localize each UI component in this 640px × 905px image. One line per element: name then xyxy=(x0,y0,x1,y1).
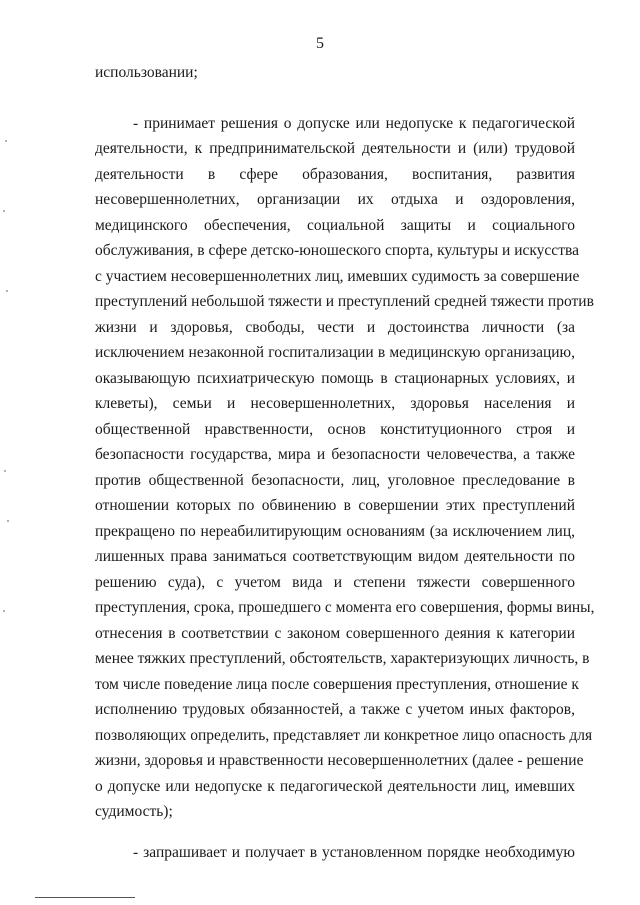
text-line: клеветы), семьи и несовершеннолетних, здоровья населения и xyxy=(95,395,575,412)
text-line: - запрашивает и получает в установленном порядке необходимую xyxy=(133,843,575,861)
text-line: отношении которых по обвинению в совершении этих преступлений xyxy=(95,497,575,514)
text-line: обслуживания, в сфере детско-юношеского спорта, культуры и искусства xyxy=(95,242,579,259)
text-line: деятельности в сфере образования, воспитания, развития xyxy=(95,165,575,183)
text-line: лишенных права заниматься соответствующим видом деятельности по xyxy=(95,548,575,565)
footer-rule xyxy=(35,897,135,898)
text-line: безопасности государства, мира и безопасности человечества, а также xyxy=(95,446,575,463)
text-line: деятельности, к предпринимательской деятельности и (или) трудовой xyxy=(95,140,575,157)
text-line: прекращено по нереабилитирующим основаниям (за исключением лиц, xyxy=(95,522,575,540)
text-line: общественной нравственности, основ конституционного строя и xyxy=(95,420,575,438)
text-line: против общественной безопасности, лиц, уголовное преследование в xyxy=(95,471,575,489)
text-line: жизни и здоровья, свободы, чести и достоинства личности (за xyxy=(95,318,575,336)
text-line: - принимает решения о допуске или недопуске к педагогической xyxy=(133,114,575,132)
text-line: преступления, срока, прошедшего с момента его совершения, формы вины, xyxy=(95,599,595,616)
text-line: позволяющих определить, представляет ли конкретное лицо опасность для xyxy=(95,726,593,744)
text-line: отнесения в соответствии с законом совершенного деяния к категории xyxy=(95,624,575,642)
text-line: несовершеннолетних, организации их отдыха и оздоровления, xyxy=(95,191,575,208)
text-line: преступлений небольшой тяжести и преступлений средней тяжести против xyxy=(95,293,594,310)
text-line: медицинского обеспечения, социальной защиты и социального xyxy=(95,216,575,234)
text-line: менее тяжких преступлений, обстоятельств, характеризующих личность, в xyxy=(95,650,590,667)
text-line: исключением незаконной госпитализации в медицинскую организацию, xyxy=(95,344,575,361)
scan-edge-noise xyxy=(0,0,14,905)
page-number: 5 xyxy=(316,35,324,52)
text-line: решению суда), с учетом вида и степени тяжести совершенного xyxy=(95,573,575,591)
text-line: исполнению трудовых обязанностей, а также с учетом иных факторов, xyxy=(95,701,575,718)
text-line: судимость); xyxy=(95,803,173,820)
document-body xyxy=(95,60,595,865)
text-line: использовании; xyxy=(95,64,198,81)
text-line: оказывающую психиатрическую помощь в стационарных условиях, и xyxy=(95,369,575,387)
text-line: том числе поведение лица после совершения преступления, отношение к xyxy=(95,675,579,693)
text-line: с участием несовершеннолетних лиц, имевших судимость за совершение xyxy=(95,267,580,285)
text-line: о допуске или недопуске к педагогической деятельности лиц, имевших xyxy=(95,777,575,795)
text-line: жизни, здоровья и нравственности несовершеннолетних (далее - решение xyxy=(95,752,584,769)
